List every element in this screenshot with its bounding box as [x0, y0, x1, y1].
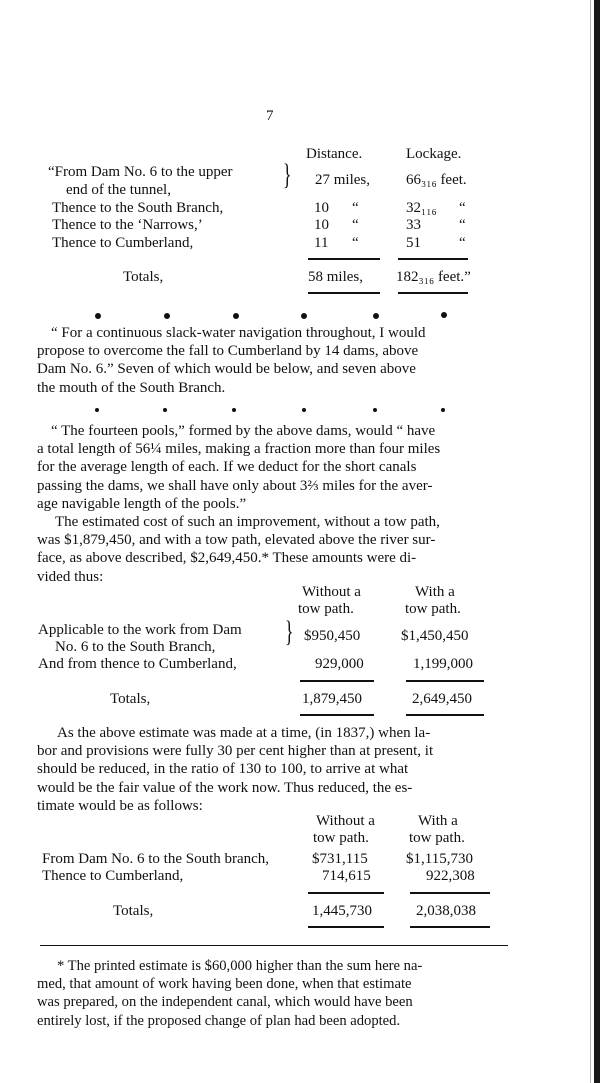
- lockage-cell: 66₃₁₆ feet.: [406, 172, 467, 188]
- with-header-line2: tow path.: [405, 601, 461, 617]
- totals-with: 2,038,038: [416, 903, 476, 919]
- with-cell: 922,308: [426, 868, 475, 884]
- ditto-mark: “: [459, 235, 466, 251]
- row-label: Thence to Cumberland,: [52, 235, 194, 251]
- rule-line: [410, 892, 490, 894]
- totals-label: Totals,: [123, 269, 164, 285]
- row-label: Thence to the South Branch,: [52, 200, 224, 216]
- text-line: “ The fourteen pools,” formed by the above dams, would “ have: [51, 423, 436, 439]
- text-line: entirely lost, if the proposed change of plan had been adopted.: [37, 1012, 401, 1029]
- distance-cell: 11: [314, 235, 329, 251]
- ditto-mark: “: [459, 200, 466, 216]
- totals-with: 2,649,450: [412, 691, 472, 707]
- text-line: passing the dams, we shall have only about 3⅔ miles for the aver-: [37, 477, 433, 494]
- row-label: And from thence to Cumberland,: [38, 656, 237, 672]
- asterism-dot: [95, 313, 101, 319]
- page-edge-shadow: [594, 0, 600, 1083]
- footnote-separator: [40, 945, 508, 946]
- distance-cell: 10: [314, 217, 329, 233]
- text-line: age navigable length of the pools.”: [37, 495, 247, 512]
- text-line: was prepared, on the independent canal, which would have been: [37, 994, 413, 1011]
- text-line: med, that amount of work having been done, when that estimate: [37, 976, 412, 993]
- asterism-dot: [164, 313, 170, 319]
- totals-without: 1,879,450: [302, 691, 362, 707]
- ditto-mark: “: [352, 217, 359, 233]
- totals-without: 1,445,730: [312, 903, 372, 919]
- row-label-line1: “From Dam No. 6 to the upper: [48, 164, 233, 180]
- row-label: From Dam No. 6 to the South branch,: [42, 851, 270, 867]
- text-line: * The printed estimate is $60,000 higher than the sum here na-: [57, 958, 423, 974]
- row-label: Thence to Cumberland,: [42, 868, 184, 884]
- asterism-dot: [373, 408, 377, 412]
- without-cell: 929,000: [315, 656, 364, 672]
- rule-line: [406, 680, 484, 682]
- row-label-line1: Applicable to the work from Dam: [38, 622, 242, 638]
- without-cell: $950,450: [304, 628, 361, 644]
- asterism-dot: [232, 408, 236, 412]
- lockage-cell: 33: [406, 217, 421, 233]
- text-line: Dam No. 6.” Seven of which would be below, and seven above: [37, 361, 416, 378]
- text-line: face, as above described, $2,649,450.* These amounts were di-: [37, 550, 417, 567]
- with-header-line1: With a: [418, 813, 458, 829]
- rule-line: [406, 714, 484, 716]
- row-label-line2: end of the tunnel,: [66, 182, 171, 198]
- cost-paragraph: [37, 513, 505, 586]
- distance-header: Distance.: [306, 146, 363, 162]
- with-cell: 1,199,000: [413, 656, 473, 672]
- row-label-line2: No. 6 to the South Branch,: [55, 639, 216, 655]
- without-header-line2: tow path.: [298, 601, 354, 617]
- rule-line: [300, 714, 374, 716]
- with-cell: $1,115,730: [406, 851, 473, 867]
- with-cell: $1,450,450: [401, 628, 469, 644]
- text-line: propose to overcome the fall to Cumberland by 14 dams, above: [37, 343, 419, 360]
- page-number: 7: [266, 108, 274, 124]
- text-line: a total length of 56¼ miles, making a fraction more than four miles: [37, 441, 441, 458]
- asterism-dot: [373, 313, 379, 319]
- rule-line: [308, 926, 384, 928]
- distance-cell: 27 miles,: [315, 172, 370, 188]
- without-header-line2: tow path.: [313, 830, 369, 846]
- without-header-line1: Without a: [316, 813, 375, 829]
- ditto-mark: “: [459, 217, 466, 233]
- rule-line: [300, 680, 374, 682]
- without-cell: 714,615: [322, 868, 371, 884]
- brace-icon: }: [284, 615, 294, 648]
- asterism-dot: [301, 313, 307, 319]
- text-line: bor and provisions were fully 30 per cent higher than at present, it: [37, 743, 434, 760]
- without-cell: $731,115: [312, 851, 368, 867]
- asterism-dot: [302, 408, 306, 412]
- text-line: the mouth of the South Branch.: [37, 379, 226, 396]
- rule-line: [398, 258, 468, 260]
- rule-line: [308, 292, 380, 294]
- with-header-line2: tow path.: [409, 830, 465, 846]
- lockage-cell: 51: [406, 235, 421, 251]
- text-line: “ For a continuous slack-water navigation throughout, I would: [51, 325, 426, 341]
- text-line: As the above estimate was made at a time, (in 1837,) when la-: [57, 725, 431, 741]
- quotation-paragraph-2: [37, 422, 505, 513]
- text-line: was $1,879,450, and with a tow path, elevated above the river sur-: [37, 532, 436, 549]
- text-line: for the average length of each. If we deduct for the short canals: [37, 459, 417, 476]
- brace-icon: }: [282, 158, 292, 191]
- lockage-header: Lockage.: [406, 146, 462, 162]
- asterism-dot: [441, 312, 447, 318]
- totals-distance: 58 miles,: [308, 269, 363, 285]
- text-line: would be the fair value of the work now. Thus reduced, the es-: [37, 779, 413, 796]
- footnote: [37, 957, 513, 1030]
- text-line: The estimated cost of such an improvement, without a tow path,: [55, 514, 440, 530]
- row-label: Thence to the ‘Narrows,’: [52, 217, 203, 233]
- asterism-dot: [163, 408, 167, 412]
- rule-line: [398, 292, 468, 294]
- totals-label: Totals,: [110, 691, 151, 707]
- rule-line: [410, 926, 490, 928]
- totals-label: Totals,: [113, 903, 154, 919]
- rule-line: [308, 892, 384, 894]
- rule-line: [308, 258, 380, 260]
- asterism-dot: [95, 408, 99, 412]
- totals-lockage: 182₃₁₆ feet.”: [396, 269, 471, 285]
- quotation-paragraph-1: [37, 324, 505, 397]
- ditto-mark: “: [352, 200, 359, 216]
- text-line: timate would be as follows:: [37, 797, 203, 814]
- text-line: should be reduced, in the ratio of 130 to 100, to arrive at what: [37, 761, 409, 778]
- asterism-dot: [441, 408, 445, 412]
- ditto-mark: “: [352, 235, 359, 251]
- asterism-dot: [233, 313, 239, 319]
- distance-cell: 10: [314, 200, 329, 216]
- page-edge-line: [590, 0, 591, 1083]
- reduction-paragraph: [37, 724, 510, 815]
- without-header-line1: Without a: [302, 584, 361, 600]
- lockage-cell: 32₁₁₆: [406, 200, 437, 216]
- with-header-line1: With a: [415, 584, 455, 600]
- text-line: vided thus:: [37, 568, 104, 585]
